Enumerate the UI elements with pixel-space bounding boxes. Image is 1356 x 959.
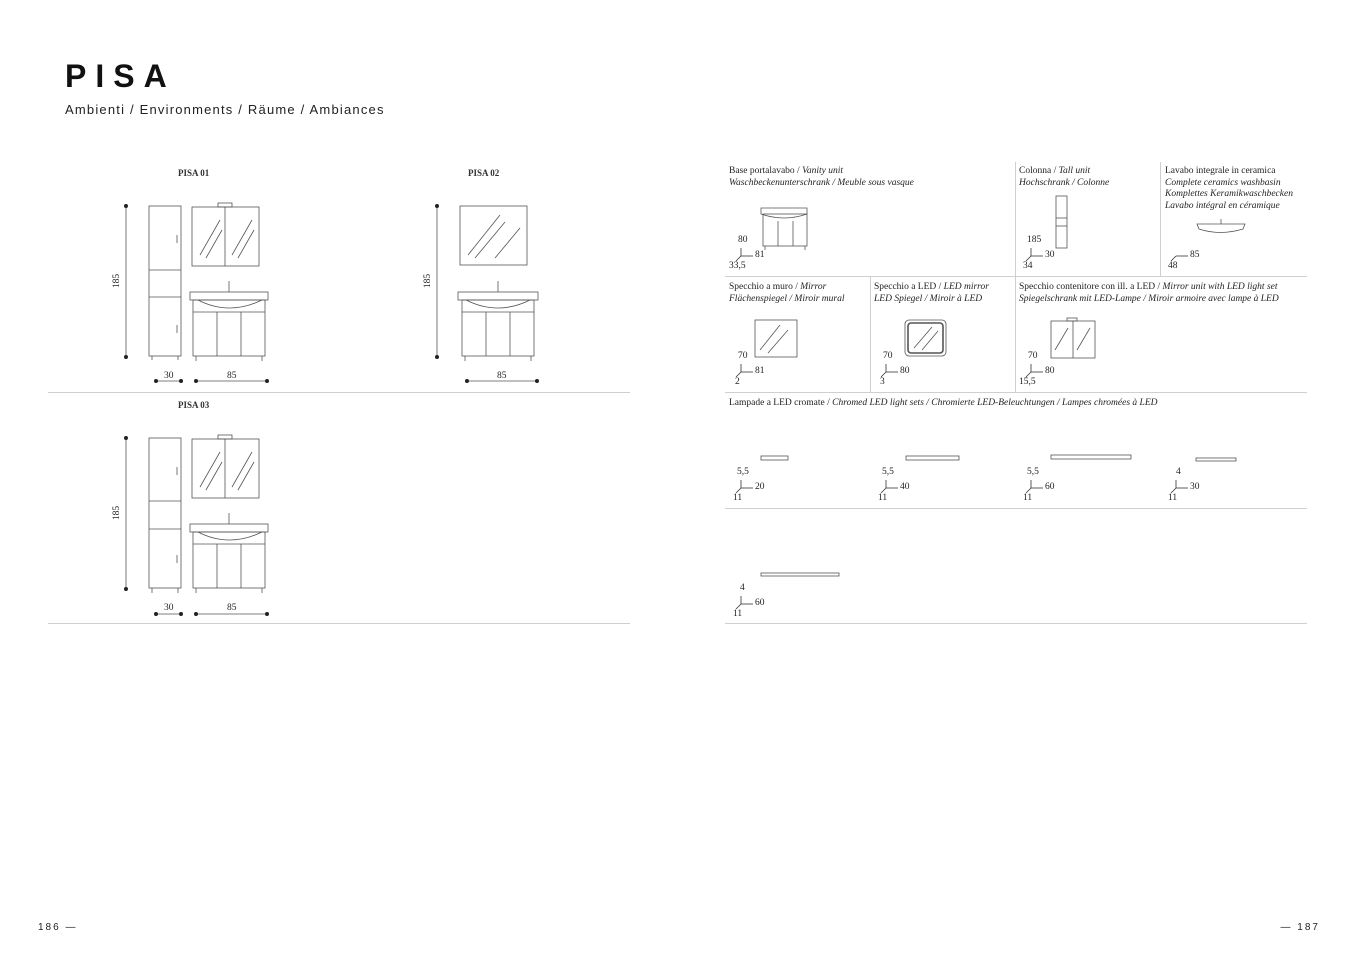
dim-height: 80 bbox=[738, 235, 748, 245]
dim-depth: 34 bbox=[1023, 261, 1033, 271]
dim-width: 81 bbox=[755, 250, 765, 260]
dim-height: 185 bbox=[1027, 235, 1042, 245]
dim-height: 4 bbox=[740, 583, 745, 593]
composition-title: PISA 02 bbox=[468, 168, 500, 178]
dim-depth: 33,5 bbox=[729, 261, 746, 271]
page-number-left: 186 — bbox=[38, 922, 78, 933]
dim-width: 30 bbox=[1190, 482, 1200, 492]
height-dimension: 185 bbox=[112, 273, 123, 289]
dim-width: 20 bbox=[755, 482, 765, 492]
dim-depth: 11 bbox=[733, 609, 743, 619]
dim-width: 60 bbox=[755, 598, 765, 608]
height-dimension: 185 bbox=[423, 273, 434, 289]
dim-depth: 3 bbox=[880, 377, 885, 387]
product-label: Lavabo integrale in ceramica Complete ceramics washbasin Komplettes Keramikwaschbecken Lavabo intégral en céramique bbox=[1165, 166, 1293, 211]
composition-title: PISA 03 bbox=[178, 400, 210, 410]
dim-height: 5,5 bbox=[1027, 467, 1039, 477]
width-dimension: 30 bbox=[164, 371, 174, 381]
product-label: Specchio a LED / LED mirror LED Spiegel / Miroir à LED bbox=[874, 282, 989, 304]
dim-depth: 11 bbox=[1023, 493, 1033, 503]
width-dimension: 30 bbox=[164, 603, 174, 613]
dim-width: 60 bbox=[1045, 482, 1055, 492]
product-label: Specchio contenitore con ill. a LED / Mirror unit with LED light set Spiegelschrank mit LED-Lampe / Miroir armoire avec lampe à LED bbox=[1019, 282, 1279, 304]
dim-depth: 2 bbox=[735, 377, 740, 387]
page-subtitle: Ambienti / Environments / Räume / Ambiances bbox=[65, 102, 385, 117]
height-dimension: 185 bbox=[112, 505, 123, 521]
product-label: Specchio a muro / Mirror Flächenspiegel / Miroir mural bbox=[729, 282, 845, 304]
product-label: Lampade a LED cromate / Chromed LED light sets / Chromierte LED-Beleuchtungen / Lampes chromées à LED bbox=[729, 398, 1158, 408]
dim-height: 5,5 bbox=[737, 467, 749, 477]
dim-depth: 11 bbox=[733, 493, 743, 503]
dim-depth: 11 bbox=[878, 493, 888, 503]
dim-height: 5,5 bbox=[882, 467, 894, 477]
dim-width: 80 bbox=[900, 366, 910, 376]
dim-width: 81 bbox=[755, 366, 765, 376]
dim-depth: 48 bbox=[1168, 261, 1178, 271]
dim-width: 30 bbox=[1045, 250, 1055, 260]
dim-width: 85 bbox=[1190, 250, 1200, 260]
product-label: Base portalavabo / Vanity unit Waschbeckenunterschrank / Meuble sous vasque bbox=[729, 166, 914, 188]
dim-width: 40 bbox=[900, 482, 910, 492]
width-dimension: 85 bbox=[227, 603, 237, 613]
dim-height: 70 bbox=[1028, 351, 1038, 361]
page-title: PISA bbox=[65, 58, 176, 94]
width-dimension: 85 bbox=[227, 371, 237, 381]
dim-height: 70 bbox=[883, 351, 893, 361]
dim-depth: 15,5 bbox=[1019, 377, 1036, 387]
dim-height: 70 bbox=[738, 351, 748, 361]
product-label: Colonna / Tall unit Hochschrank / Colonne bbox=[1019, 166, 1110, 188]
page-number-right: — 187 bbox=[1280, 922, 1320, 933]
dim-width: 80 bbox=[1045, 366, 1055, 376]
dim-depth: 11 bbox=[1168, 493, 1178, 503]
composition-title: PISA 01 bbox=[178, 168, 210, 178]
width-dimension: 85 bbox=[497, 371, 507, 381]
dim-height: 4 bbox=[1176, 467, 1181, 477]
